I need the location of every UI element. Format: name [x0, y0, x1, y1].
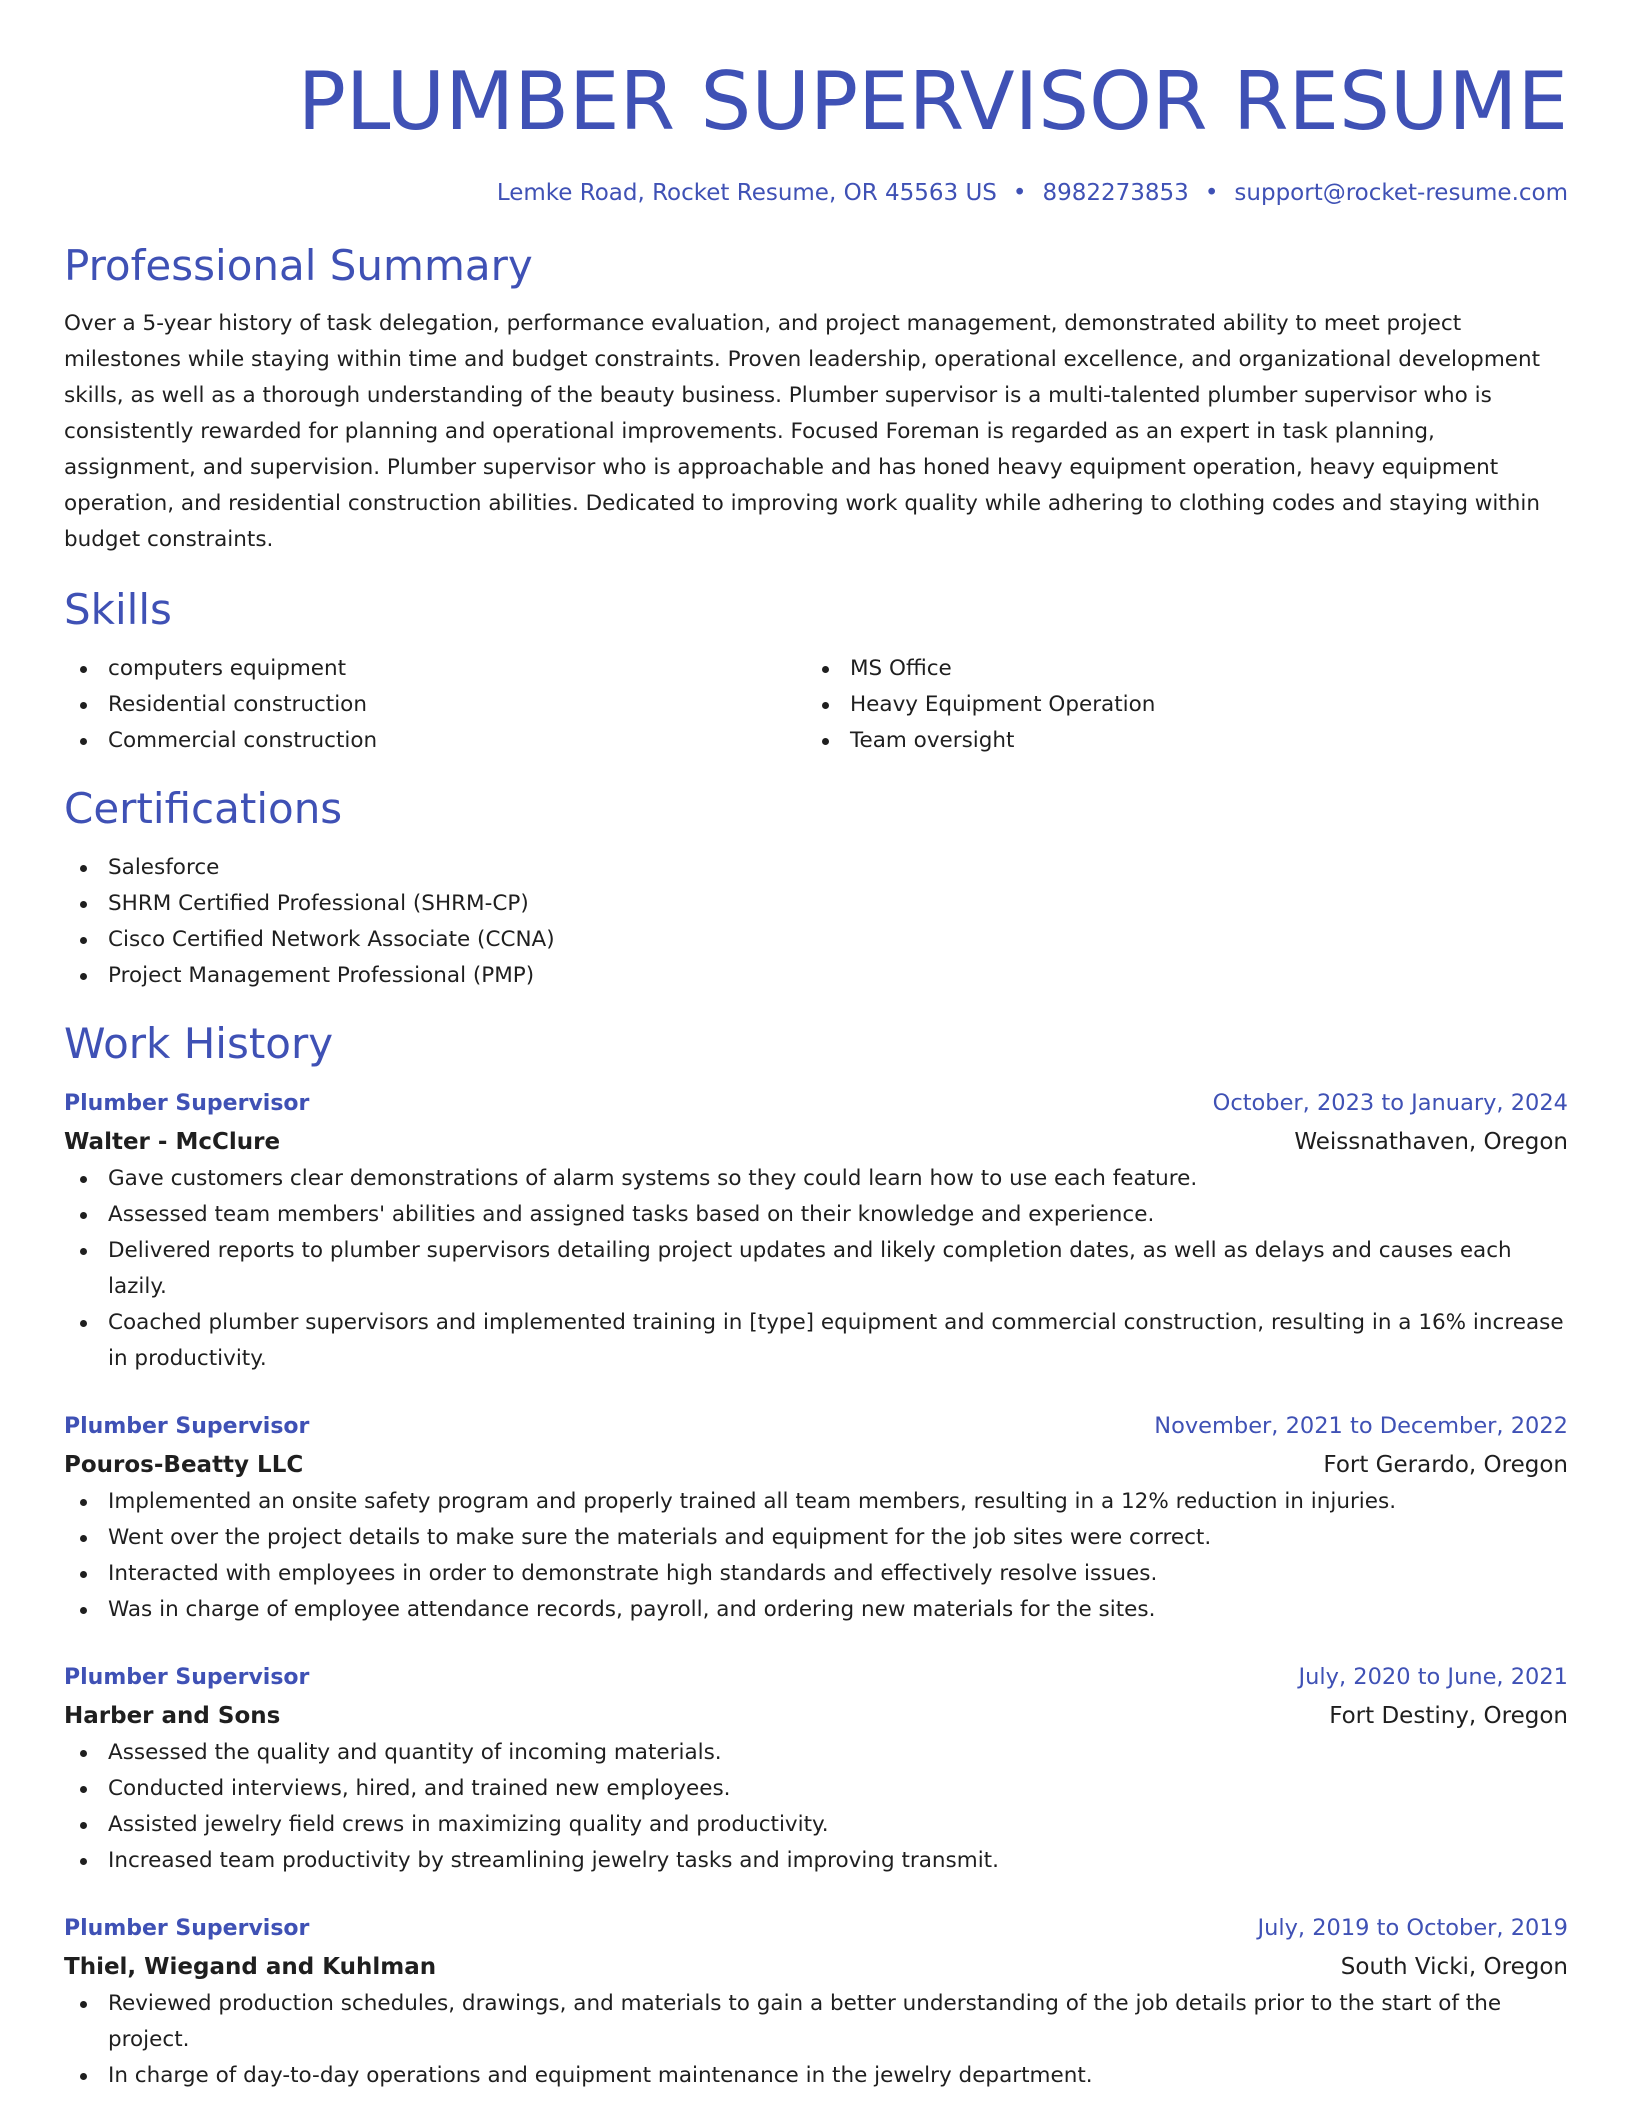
skill-item: computers equipment [64, 651, 806, 687]
job-company: Harber and Sons [64, 1703, 281, 1729]
job-bullet: In charge of day-to-day operations and equipment maintenance in the jewelry department. [64, 2058, 1568, 2094]
certifications-section [64, 781, 1568, 994]
skill-item: Heavy Equipment Operation [806, 687, 1548, 723]
skills-grid [64, 651, 1568, 759]
job-bullet: Was in charge of employee attendance records, payroll, and ordering new materials for the sites. [64, 1592, 1568, 1628]
summary-text: Over a 5-year history of task delegation, performance evaluation, and project management, demonstrated ability to meet project milestones while staying within time and budget constraints. Proven leadership, operational excellence, and organizational development skills, as well as a thorough understanding of the beauty business. Plumber supervisor is a multi-talented plumber supervisor who is consistently rewarded for planning and operational improvements. Focused Foreman is regarded as an expert in task planning, assignment, and supervision. Plumber supervisor who is approachable and has honed heavy equipment operation, heavy equipment operation, and residential construction abilities. Dedicated to improving work quality while adhering to clothing codes and staying within budget constraints. [64, 311, 1541, 552]
job-company-row [64, 1697, 1568, 1735]
contact-address: Lemke Road, Rocket Resume, OR 45563 US [496, 180, 997, 206]
job-header-row [64, 1909, 1568, 1948]
job-title: Plumber Supervisor [64, 1665, 310, 1690]
skill-item: Team oversight [806, 723, 1548, 759]
job-dates: October, 2023 to January, 2024 [1212, 1090, 1568, 1116]
job-location: South Vicki, Oregon [1340, 1954, 1568, 1980]
contact-line [64, 180, 1568, 206]
job-bullet: Increased team productivity by streamlining jewelry tasks and improving transmit. [64, 1843, 1568, 1879]
section-heading-summary: Professional Summary [64, 241, 533, 290]
contact-phone: 8982273853 [1042, 180, 1189, 206]
job-bullet: Reviewed production schedules, drawings, and materials to gain a better understanding of the job details prior to the start of the project. [64, 1986, 1568, 2058]
job-bullet: Implemented an onsite safety program and properly trained all team members, resulting in a 12% reduction in injuries. [64, 1484, 1568, 1520]
contact-email[interactable]: support@rocket-resume.com [1234, 180, 1568, 206]
job-dates: November, 2021 to December, 2022 [1154, 1413, 1568, 1439]
job-company-row [64, 1948, 1568, 1986]
skill-item: Residential construction [64, 687, 806, 723]
job-entry [64, 1084, 1568, 1377]
skills-section [64, 582, 1568, 759]
job-header-row [64, 1407, 1568, 1446]
section-heading-work-history: Work History [64, 1019, 334, 1068]
job-entry [64, 1407, 1568, 1628]
job-bullet: Assessed the quality and quantity of incoming materials. [64, 1735, 1568, 1771]
certifications-list [64, 850, 1568, 994]
job-title: Plumber Supervisor [64, 1414, 310, 1439]
job-header-row [64, 1084, 1568, 1123]
job-bullet: Conducted interviews, hired, and trained new employees. [64, 1771, 1568, 1807]
contact-separator: • [1204, 180, 1219, 206]
job-bullet: Gave customers clear demonstrations of alarm systems so they could learn how to use each feature. [64, 1161, 1568, 1197]
job-company: Walter - McClure [64, 1129, 281, 1155]
resume-title: PLUMBER SUPERVISOR RESUME [297, 55, 1568, 148]
job-bullet-list [64, 1484, 1568, 1628]
job-location: Fort Gerardo, Oregon [1323, 1452, 1568, 1478]
job-dates: July, 2019 to October, 2019 [1257, 1915, 1568, 1941]
job-entry [64, 1909, 1568, 2094]
job-bullet-list [64, 1161, 1568, 1377]
job-entry [64, 1658, 1568, 1879]
skills-list-right [806, 651, 1548, 759]
job-dates: July, 2020 to June, 2021 [1298, 1664, 1568, 1690]
job-company-row [64, 1123, 1568, 1161]
job-company: Thiel, Wiegand and Kuhlman [64, 1954, 437, 1980]
job-company: Pouros-Beatty LLC [64, 1452, 304, 1478]
job-location: Fort Destiny, Oregon [1329, 1703, 1568, 1729]
section-heading-certifications: Certifications [64, 784, 343, 833]
summary-section [64, 238, 1568, 558]
job-header-row [64, 1658, 1568, 1697]
section-heading-skills: Skills [64, 585, 172, 634]
job-title: Plumber Supervisor [64, 1916, 310, 1941]
job-title: Plumber Supervisor [64, 1091, 310, 1116]
skill-item: Commercial construction [64, 723, 806, 759]
job-bullet-list [64, 1735, 1568, 1879]
job-bullet: Assisted jewelry field crews in maximizing quality and productivity. [64, 1807, 1568, 1843]
skill-item: MS Office [806, 651, 1548, 687]
certification-item: SHRM Certified Professional (SHRM-CP) [64, 886, 1568, 922]
job-bullet: Assessed team members' abilities and assigned tasks based on their knowledge and experience. [64, 1197, 1568, 1233]
job-company-row [64, 1446, 1568, 1484]
skills-list-left [64, 651, 806, 759]
job-bullet: Coached plumber supervisors and implemented training in [type] equipment and commercial construction, resulting in a 16% increase in productivity. [64, 1305, 1568, 1377]
job-bullet: Interacted with employees in order to demonstrate high standards and effectively resolve issues. [64, 1556, 1568, 1592]
contact-separator: • [1012, 180, 1027, 206]
job-location: Weissnathaven, Oregon [1294, 1129, 1568, 1155]
certification-item: Project Management Professional (PMP) [64, 958, 1568, 994]
work-history-section [64, 1016, 1568, 2094]
job-bullet-list [64, 1986, 1568, 2094]
job-bullet: Went over the project details to make sure the materials and equipment for the job sites were correct. [64, 1520, 1568, 1556]
certification-item: Salesforce [64, 850, 1568, 886]
certification-item: Cisco Certified Network Associate (CCNA) [64, 922, 1568, 958]
job-bullet: Delivered reports to plumber supervisors detailing project updates and likely completion dates, as well as delays and causes each lazily. [64, 1233, 1568, 1305]
